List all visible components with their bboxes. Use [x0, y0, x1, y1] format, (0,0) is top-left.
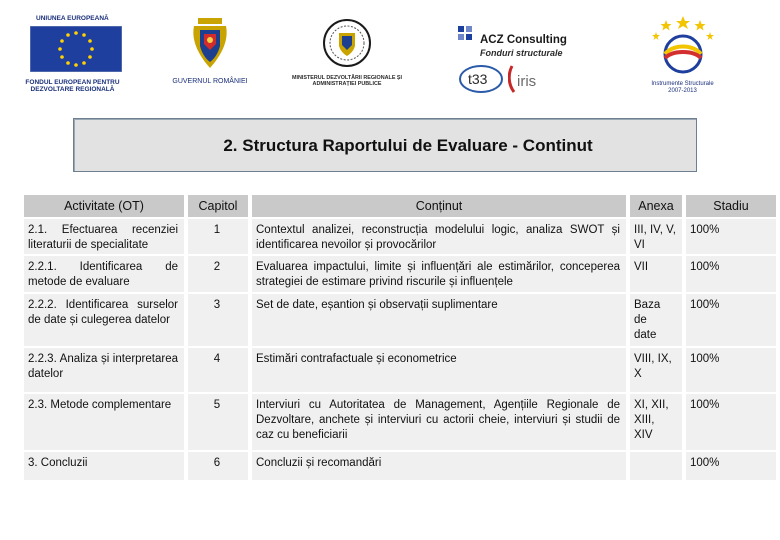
ministry-logo [292, 18, 402, 87]
table-row-6-activity: 3. Concluzii [24, 452, 184, 480]
instrumente-structurale-logo [640, 14, 725, 95]
table-row-4-chapter: 4 [188, 348, 248, 392]
table-row-3-activity: 2.2.2. Identificarea surselor de date și culegerea datelor [24, 294, 184, 346]
table-row-1-status: 100% [686, 219, 776, 254]
table-row-5-activity: 2.3. Metode complementare [24, 394, 184, 450]
t33-ring-icon [458, 64, 504, 94]
page-title: 2. Structura Raportului de Evaluare - Continut [223, 136, 593, 155]
table-row-4-activity: 2.2.3. Analiza și interpretarea datelor [24, 348, 184, 392]
table-row-6-chapter: 6 [188, 452, 248, 480]
eu-top-caption: UNIUNEA EUROPEANĂ [36, 15, 109, 22]
table-row-2-activity: 2.2.1. Identificarea de metode de evaluare [24, 256, 184, 292]
table-row-3-annex: Baza de date [630, 294, 682, 346]
table-row-3-content: Set de date, eșantion și observații suplimentare [252, 294, 626, 346]
header-chapter: Capitol [188, 195, 248, 217]
table-row-5-chapter: 5 [188, 394, 248, 450]
eu-bottom-caption: FONDUL EUROPEAN PENTRU DEZVOLTARE REGIONALĂ [25, 78, 120, 93]
ministry-caption: MINISTERUL DEZVOLTĂRII REGIONALE ȘI ADMINISTRAȚIEI PUBLICE [292, 75, 403, 88]
iris-logo [508, 64, 542, 99]
table-row-1-activity: 2.1. Efectuarea recenziei literaturii de specialitate [24, 219, 184, 254]
table-row-4-annex: VIII, IX, X [630, 348, 682, 392]
table-row-6-content: Concluzii și recomandări [252, 452, 626, 480]
acz-brand: ACZ Consulting [480, 34, 567, 46]
instrumente-caption-line1: Instrumente Structurale [651, 81, 714, 87]
instrumente-structurale-icon [648, 14, 718, 76]
title-banner [73, 118, 697, 172]
t33-text: t33 [468, 71, 488, 87]
eu-logo [20, 16, 125, 93]
header-activity: Activitate (OT) [24, 195, 184, 217]
table-row-1-content: Contextul analizei, reconstrucția modelului logic, analiza SWOT și identificarea nevoilor și provocărilor [252, 219, 626, 254]
table-row-5-annex: XI, XII, XIII, XIV [630, 394, 682, 450]
header-status: Stadiu [686, 195, 776, 217]
header-content: Conținut [252, 195, 626, 217]
instrumente-caption-line2: 2007-2013 [668, 87, 697, 94]
header-annex: Anexa [630, 195, 682, 217]
acz-tagline: Fonduri structurale [480, 48, 563, 58]
t33-logo [458, 64, 504, 99]
acz-squares-icon [458, 24, 478, 48]
table-row-2-status: 100% [686, 256, 776, 292]
logo-strip [0, 0, 780, 110]
table-row-1-annex: III, IV, V, VI [630, 219, 682, 254]
table-row-4-status: 100% [686, 348, 776, 392]
table-row-6-annex [630, 452, 682, 480]
table-row-1-chapter: 1 [188, 219, 248, 254]
table-row-2-chapter: 2 [188, 256, 248, 292]
romania-coat-of-arms-icon [190, 16, 230, 70]
table-row-3-chapter: 3 [188, 294, 248, 346]
table-row-3-status: 100% [686, 294, 776, 346]
gov-caption: GUVERNUL ROMÂNIEI [172, 78, 248, 85]
table-row-5-content: Interviuri cu Autoritatea de Management, Agențiile Regionale de Dezvoltare, anchete și interviuri cu actorii cheie, interviuri și studii de caz cu beneficiarii [252, 394, 626, 450]
iris-text: iris [517, 73, 537, 90]
iris-mark-icon [508, 64, 542, 94]
acz-consulting-logo [458, 20, 608, 100]
government-logo [162, 16, 258, 85]
table-row-2-content: Evaluarea impactului, limite și influențări ale estimărilor, conceperea strategiei de estimare privind riscurile și influențele [252, 256, 626, 292]
table-row-2-annex: VII [630, 256, 682, 292]
table-row-4-content: Estimări contrafactuale și econometrice [252, 348, 626, 392]
table-row-5-status: 100% [686, 394, 776, 450]
ministry-seal-icon [322, 18, 372, 68]
eu-flag-icon [30, 26, 122, 72]
table-row-6-status: 100% [686, 452, 776, 480]
